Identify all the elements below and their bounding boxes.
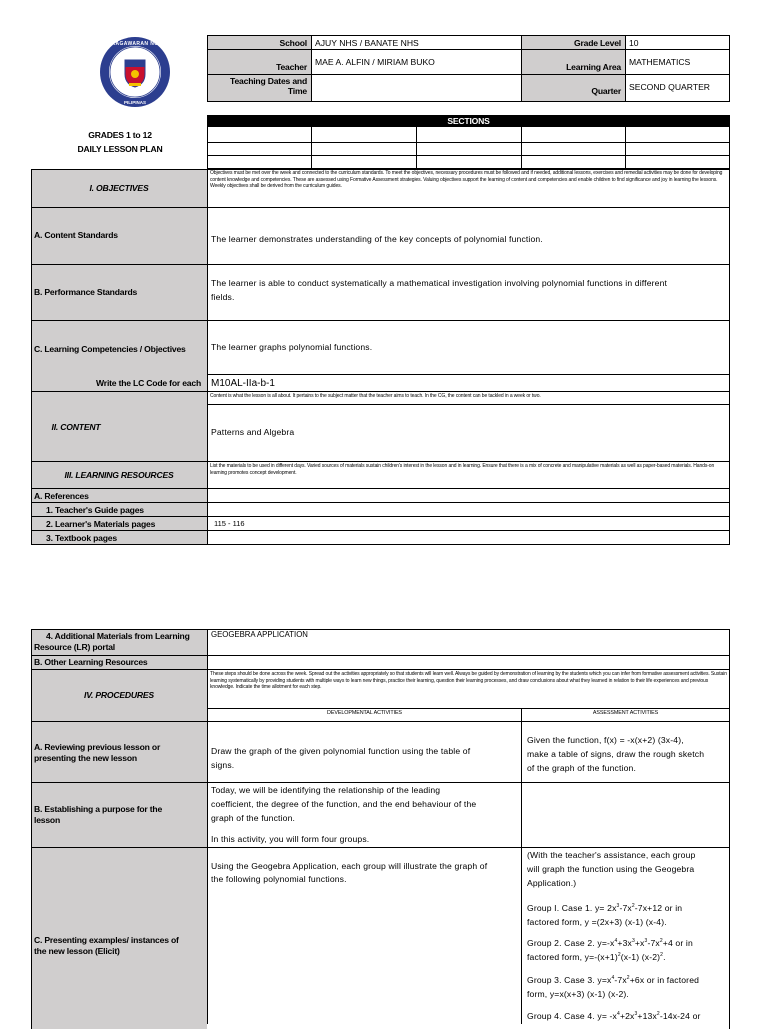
teacher-value: MAE A. ALFIN / MIRIAM BUKO bbox=[315, 57, 435, 67]
reviewing-label-2: presenting the new lesson bbox=[34, 753, 137, 763]
presenting-dev-2: the following polynomial functions. bbox=[211, 874, 347, 884]
quarter-label: Quarter bbox=[591, 86, 621, 96]
school-label: School bbox=[279, 38, 307, 48]
svg-text:PILIPINAS: PILIPINAS bbox=[123, 100, 147, 105]
school-value: AJUY NHS / BANATE NHS bbox=[315, 38, 419, 48]
lc-code-value: M10AL-IIa-b-1 bbox=[211, 378, 275, 389]
additional-materials-label-1: 4. Additional Materials from Learning bbox=[46, 631, 190, 641]
lm-pages-value: 115 - 116 bbox=[214, 519, 245, 528]
additional-materials-label-2: Resource (LR) portal bbox=[34, 642, 115, 652]
presenting-assess-3: Application.) bbox=[527, 878, 577, 888]
content-standards-value: The learner demonstrates understanding of the key concepts of polynomial function. bbox=[211, 234, 543, 244]
learning-area-label: Learning Area bbox=[566, 62, 621, 72]
grade-level-value: 10 bbox=[629, 38, 639, 48]
textbook-pages-label: 3. Textbook pages bbox=[46, 533, 117, 543]
objectives-note: Objectives must be met over the week and connected to the curriculum standards. To meet the objectives, necessary procedures must be followed and if needed, additional lessons, exercises and remedial activities may be done for developing content knowledge and competencies. These are assessed using Formative Assessment strategies. Valuing objectives support the learning of content and competencies and enable children to find significance and joy in learning the lessons. Weekly objectives shall be derived from the curriculum guides. bbox=[210, 170, 723, 190]
lc-code-label: Write the LC Code for each bbox=[96, 378, 201, 388]
tg-pages-label: 1. Teacher's Guide pages bbox=[46, 505, 144, 515]
reviewing-dev-1: Draw the graph of the given polynomial function using the table of bbox=[211, 746, 471, 756]
plan-title-dlp: DAILY LESSON PLAN bbox=[77, 144, 163, 154]
references-label: A. References bbox=[34, 491, 89, 501]
reviewing-assess-2: make a table of signs, draw the rough sketch bbox=[527, 749, 705, 759]
plan-title-grades: GRADES 1 to 12 bbox=[88, 130, 152, 140]
reviewing-dev-2: signs. bbox=[211, 760, 235, 770]
group-2-case: Group 2. Case 2. $y=-x^4+3x^3+x^3-7x^2+4$ or in bbox=[527, 938, 693, 948]
assessment-activities-header: ASSESSMENT ACTIVITIES bbox=[592, 710, 659, 716]
reviewing-assess-1: Given the function, f(x) = -x(x+2) (3x-4), bbox=[527, 735, 684, 745]
purpose-label-1: B. Establishing a purpose for the bbox=[34, 804, 163, 814]
performance-standards-label: B. Performance Standards bbox=[34, 287, 138, 297]
group-3-factored: form, y=x(x+3) (x-1) (x-2). bbox=[527, 989, 629, 999]
competencies-value: The learner graphs polynomial functions. bbox=[211, 342, 373, 352]
competencies-label: C. Learning Competencies / Objectives bbox=[34, 344, 186, 354]
deped-seal-logo bbox=[99, 36, 171, 108]
presenting-assess-1: (With the teacher's assistance, each group bbox=[527, 850, 696, 860]
group-1-factored: factored form, y =(2x+3) (x-1) (x-4). bbox=[527, 917, 667, 927]
purpose-dev-1: Today, we will be identifying the relationship of the leading bbox=[211, 785, 441, 795]
reviewing-assess-3: of the graph of the function. bbox=[527, 763, 636, 773]
procedures-note: These steps should be done across the week. Spread out the activities appropriately so that students will learn well. Always be guided by demonstration of learning by the students which you can infer from formative assessment activities. Sustain learning systematically by providing students with multiple ways to learn new things, practice their learning, question their learning processes, and draw conclusions about what they learned in relation to their life experiences and previous knowledge. Indicate the time allotment for each step. bbox=[210, 671, 727, 691]
other-resources-label: B. Other Learning Resources bbox=[34, 657, 148, 667]
purpose-dev-4: In this activity, you will form four groups. bbox=[211, 834, 370, 844]
group-2-factored: factored form, $y=-(x+1)^2(x-1)$ $(x-2)^2$. bbox=[527, 952, 666, 962]
purpose-dev-2: coefficient, the degree of the function, and the end behaviour of the bbox=[211, 799, 477, 809]
presenting-assess-2: will graph the function using the Geogebra bbox=[527, 864, 695, 874]
developmental-activities-header: DEVELOPMENTAL ACTIVITIES bbox=[327, 710, 402, 716]
presenting-label-2: the new lesson (Elicit) bbox=[34, 946, 120, 956]
teaching-dates-label: Teaching Dates and Time bbox=[230, 76, 307, 96]
content-standards-label: A. Content Standards bbox=[34, 230, 118, 240]
sections-header: SECTIONS bbox=[447, 116, 490, 126]
lm-pages-label: 2. Learner's Materials pages bbox=[46, 519, 156, 529]
additional-materials-value: GEOGEBRA APPLICATION bbox=[211, 630, 308, 639]
svg-text:KAGAWARAN NG: KAGAWARAN NG bbox=[111, 41, 159, 47]
reviewing-label-1: A. Reviewing previous lesson or bbox=[34, 742, 161, 752]
purpose-dev-3: graph of the function. bbox=[211, 813, 296, 823]
performance-standards-value-2: fields. bbox=[211, 292, 235, 302]
presenting-label-1: C. Presenting examples/ instances of bbox=[34, 935, 179, 945]
grade-level-label: Grade Level bbox=[573, 38, 621, 48]
group-3-case: Group 3. Case 3. $y=x^4-7x^2+6x$ or in factored bbox=[527, 975, 700, 985]
content-label: II. CONTENT bbox=[51, 422, 101, 432]
quarter-value: SECOND QUARTER bbox=[629, 82, 711, 92]
teacher-label: Teacher bbox=[276, 62, 307, 72]
procedures-label: IV. PROCEDURES bbox=[84, 690, 154, 700]
learning-area-value: MATHEMATICS bbox=[629, 57, 691, 67]
resources-note: List the materials to be used in different days. Varied sources of materials sustain children's interest in the lesson and in learning. Ensure that there is a mix of concrete and manipulative materials as well as paper-based materials. Hands-on learning promotes concept development. bbox=[210, 463, 715, 476]
content-note: Content is what the lesson is all about. It pertains to the subject matter that the teacher aims to teach. In the CG, the content can be tackled in a week or two. bbox=[210, 393, 541, 399]
content-value: Patterns and Algebra bbox=[211, 427, 295, 437]
objectives-label: I. OBJECTIVES bbox=[89, 183, 149, 193]
performance-standards-value-1: The learner is able to conduct systematically a mathematical investigation involving polynomial functions in different bbox=[211, 278, 668, 288]
presenting-dev-1: Using the Geogebra Application, each group will illustrate the graph of bbox=[211, 861, 488, 871]
group-4-case: Group 4. Case 4. $y= -x^4+2x^3+13x^2-14x-24$ or bbox=[527, 1011, 701, 1021]
resources-label: III. LEARNING RESOURCES bbox=[64, 470, 174, 480]
purpose-label-2: lesson bbox=[34, 815, 61, 825]
group-1-case: Group I. Case 1. $y= 2x^3-7x^2-7x+12$ or in bbox=[527, 903, 683, 913]
